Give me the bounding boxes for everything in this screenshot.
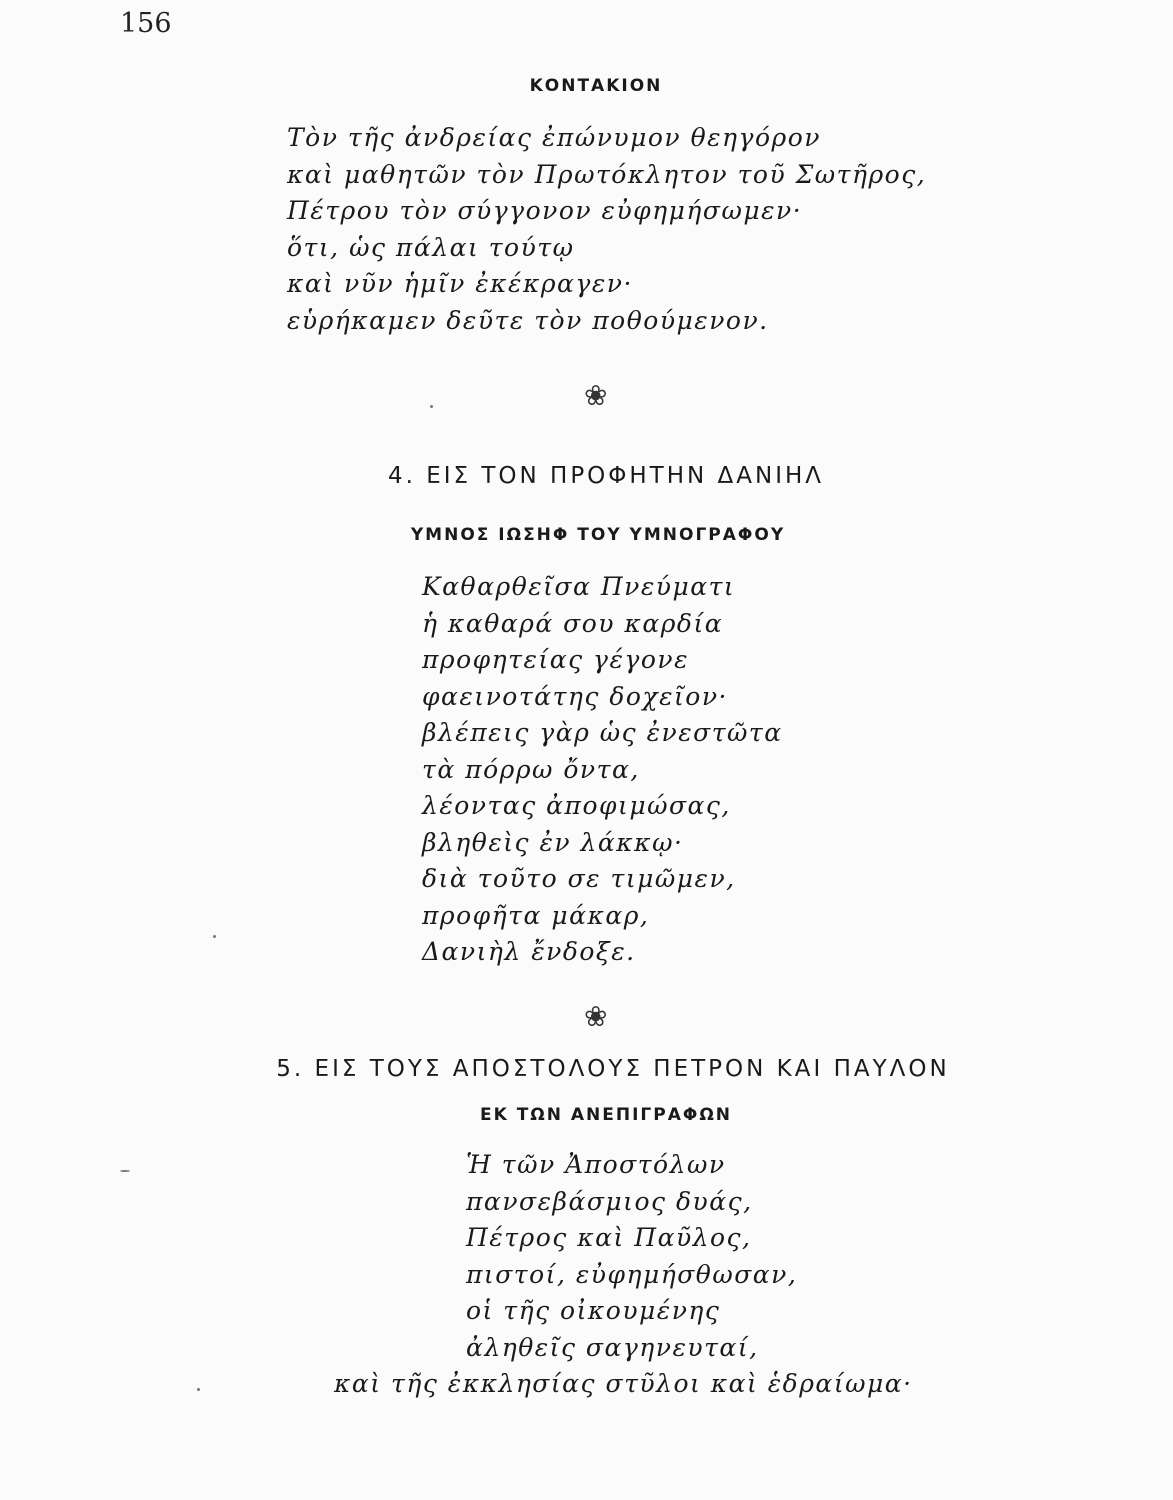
section-title-apostles: 5. ΕΙΣ ΤΟΥΣ ΑΠΟΣΤΟΛΟΥΣ ΠΕΤΡΟΝ ΚΑΙ ΠΑΥΛΟΝ (276, 1056, 950, 1082)
scan-speck (197, 1388, 200, 1391)
flower-ornament-icon: ❀ (584, 379, 608, 412)
poem-line: πανσεβάσμιος δυάς, (466, 1186, 753, 1216)
poem-line: οἱ τῆς οἰκουμένης (466, 1296, 721, 1325)
poem-line: φαεινοτάτης δοχεῖον· (422, 681, 728, 711)
apostles-poem (334, 1147, 913, 1403)
poem-line: καὶ τῆς ἐκκλησίας στῦλοι καὶ ἑδραίωμα· (334, 1369, 913, 1398)
poem-line: λέοντας ἀποφιμώσας, (422, 791, 731, 820)
poem-line: Πέτρου τὸν σύγγονον εὐφημήσωμεν· (287, 196, 803, 225)
poem-line: διὰ τοῦτο σε τιμῶμεν, (422, 864, 736, 893)
poem-line: Πέτρος καὶ Παῦλος, (466, 1223, 752, 1252)
poem-line: καὶ μαθητῶν τὸν Πρωτόκλητον τοῦ Σωτῆρος, (287, 159, 927, 189)
poem-line: Δανιὴλ ἔνδοξε. (422, 937, 636, 966)
kontakion-poem (287, 120, 926, 339)
poem-line: εὑρήκαμεν δεῦτε τὸν ποθούμενον. (287, 305, 769, 335)
flower-ornament-icon: ❀ (584, 1000, 608, 1033)
scan-speck (213, 935, 216, 938)
poem-line: ἡ καθαρά σου καρδία (422, 608, 724, 638)
poem-line: πιστοί, εὐφημήσθωσαν, (466, 1259, 798, 1289)
section-title-daniel: 4. ΕΙΣ ΤΟΝ ΠΡΟΦΗΤΗΝ ΔΑΝΙΗΛ (387, 463, 825, 489)
scan-speck (430, 405, 433, 408)
poem-line: τὰ πόρρω ὄντα, (422, 754, 640, 784)
poem-line: προφητείας γέγονε (422, 645, 690, 674)
poem-line: βληθεὶς ἐν λάκκῳ· (422, 827, 684, 857)
poem-line: ὅτι, ὡς πάλαι τούτῳ (287, 232, 575, 262)
poem-line: ἀληθεῖς σαγηνευταί, (466, 1332, 759, 1362)
poem-line: καὶ νῦν ἡμῖν ἐκέκραγεν· (287, 269, 633, 298)
section-subtitle-apostles: ΕΚ ΤΩΝ ΑΝΕΠΙΓΡΑΦΩΝ (479, 1105, 733, 1125)
poem-line: προφῆτα μάκαρ, (422, 900, 650, 930)
poem-line: Καθαρθεῖσα Πνεύματι (422, 572, 736, 601)
daniel-poem (422, 569, 783, 971)
poem-line: Ἡ τῶν Ἀποστόλων (466, 1150, 726, 1179)
section-subtitle-daniel: ΥΜΝΟΣ ΙΩΣΗΦ ΤΟΥ ΥΜΝΟΓΡΑΦΟΥ (410, 525, 786, 545)
poem-line: βλέπεις γὰρ ὡς ἐνεστῶτα (422, 718, 783, 747)
page-number: 156 (120, 8, 172, 39)
scan-speck (120, 1170, 130, 1172)
kontakion-heading: ΚΟΝΤΑΚΙΟΝ (529, 76, 663, 96)
poem-line: Τὸν τῆς ἀνδρείας ἐπώνυμον θεηγόρον (287, 123, 821, 152)
